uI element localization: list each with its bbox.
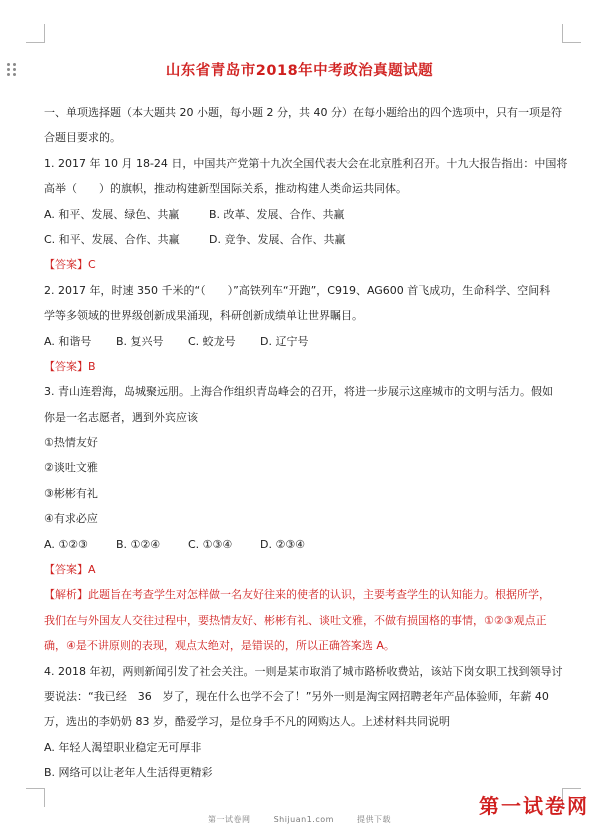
question-1-options — [44, 227, 574, 252]
footer-site-url[interactable]: Shijuan1.com — [273, 815, 334, 824]
question-3-item: ①热情友好 — [44, 436, 98, 450]
brand-logo: 第一试卷网 — [479, 794, 589, 818]
question-3-text: 你是一名志愿者，遇到外宾应该 — [44, 410, 198, 424]
footer-download-text: 提供下载 — [356, 815, 391, 824]
option-b: B. 复兴号 — [116, 334, 164, 348]
question-4-text: 万，选出的李奶奶 83 岁，酷爱学习，是位身手不凡的网购达人。上述材料共同说明 — [44, 715, 450, 729]
section-intro-line: 一、单项选择题（本大题共 20 小题，每小题 2 分，共 40 分）在每小题给出的四个选项中，只有一项是符 — [44, 106, 562, 119]
option-b: B. ①②④ — [116, 537, 161, 551]
section-intro-line: 合题目要求的。 — [44, 131, 121, 145]
option-d: D. 辽宁号 — [260, 334, 309, 348]
question-1-text: 高举（ ）的旗帜，推动构建新型国际关系，推动构建人类命运共同体。 — [44, 182, 407, 196]
question-1-text: 1. 2017 年 10 月 18-24 日，中国共产党第十九次全国代表大会在北京胜利召开。十九大报告指出：中国将 — [44, 156, 568, 170]
question-3-analysis: 【解析】此题旨在考查学生对怎样做一名友好往来的使者的认识，主要考查学生的认知能力。根据所学， — [44, 588, 550, 602]
option-a: A. 年轻人渴望职业稳定无可厚非 — [44, 740, 202, 754]
question-4-text: 4. 2018 年初，两则新闻引发了社会关注。一则是某市取消了城市路桥收费站，该站下岗女职工找到领导讨 — [44, 664, 563, 678]
question-3-item: ②谈吐文雅 — [44, 461, 98, 475]
footer-site-name: 第一试卷网 — [208, 815, 251, 824]
option-d: D. ②③④ — [260, 537, 306, 551]
question-1-options — [44, 202, 574, 227]
question-3-item: ③彬彬有礼 — [44, 486, 98, 500]
question-2-text: 2. 2017 年，时速 350 千米的“（ ）”高铁列车“开跑”，C919、AG600 首飞成功，生命科学、空间科 — [44, 283, 551, 297]
question-3-item: ④有求必应 — [44, 512, 98, 526]
question-4-text: 要说法：“我已经 36 岁了，现在什么也学不会了！”另外一则是淘宝网招聘老年产品体验师，年薪 40 — [44, 689, 549, 703]
question-3-analysis: 确，④是不讲原则的表现，观点太绝对，是错误的，所以正确答案选 A。 — [44, 639, 395, 653]
option-c: C. 蛟龙号 — [188, 334, 236, 348]
question-3-text: 3. 青山连碧海，岛城聚远朋。上海合作组织青岛峰会的召开，将进一步展示这座城市的文明与活力。假如 — [44, 385, 553, 399]
page-corner-mark — [562, 24, 581, 43]
page-corner-mark — [26, 24, 45, 43]
question-2-text: 学等多领域的世界级创新成果涌现，科研创新成绩单让世界瞩目。 — [44, 309, 363, 323]
question-3-analysis: 我们在与外国友人交往过程中，要热情友好、彬彬有礼、谈吐文雅，不做有损国格的事情，①②③观点正 — [44, 613, 547, 627]
question-2-answer: 【答案】B — [44, 359, 96, 373]
option-a: A. 和谐号 — [44, 334, 92, 348]
page-corner-mark — [26, 788, 45, 807]
page-footer — [0, 814, 599, 825]
question-2-options — [44, 329, 574, 354]
option-b: B. 网络可以让老年人生活得更精彩 — [44, 766, 213, 780]
question-1-answer: 【答案】C — [44, 258, 96, 272]
option-d: D. 竞争、发展、合作、共赢 — [209, 232, 346, 246]
option-a: A. ①②③ — [44, 537, 88, 551]
question-3-answer: 【答案】A — [44, 563, 96, 577]
option-b: B. 改革、发展、合作、共赢 — [209, 207, 345, 221]
document-body — [44, 100, 574, 786]
question-3-options — [44, 532, 574, 557]
page-title: 山东省青岛市2018年中考政治真题试题 — [165, 63, 434, 79]
option-c: C. 和平、发展、合作、共赢 — [44, 232, 180, 246]
option-c: C. ①③④ — [188, 537, 233, 551]
option-a: A. 和平、发展、绿色、共赢 — [44, 207, 180, 221]
